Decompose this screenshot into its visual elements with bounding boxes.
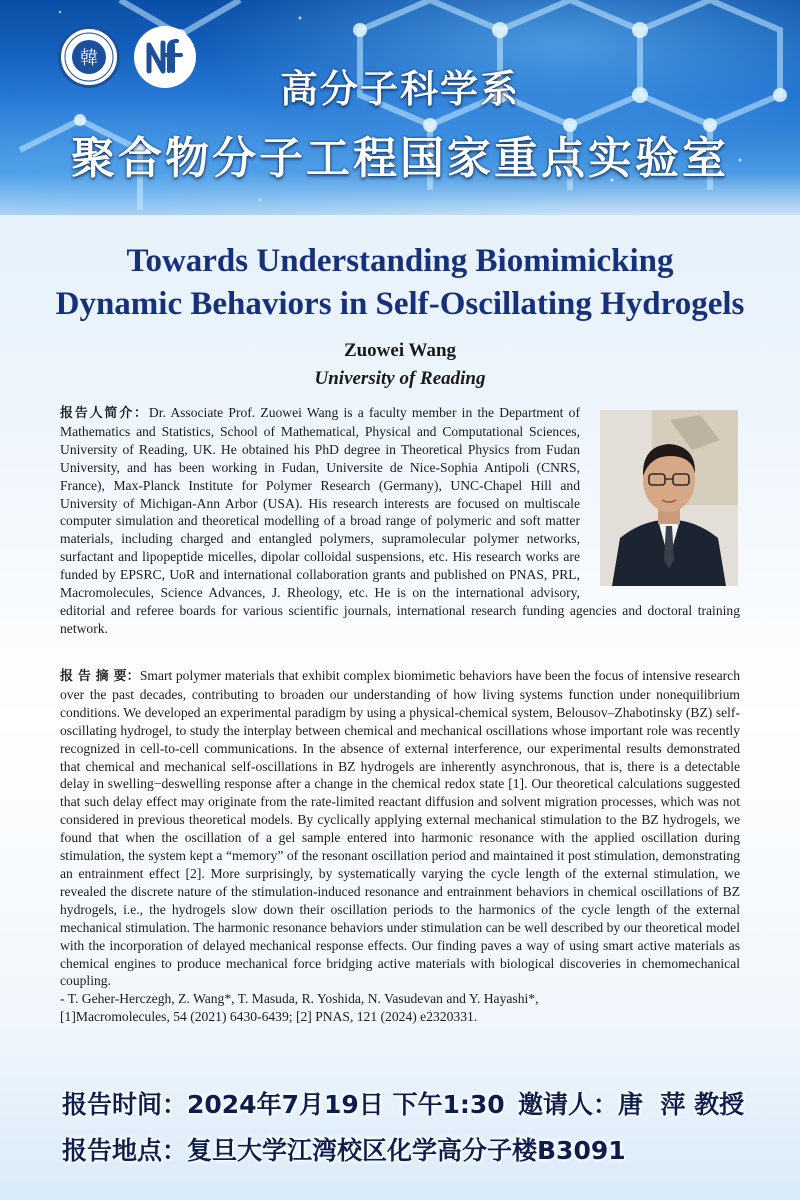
speaker-bio xyxy=(60,404,740,638)
talk-title xyxy=(20,240,780,326)
talk-location: 报告地点：复旦大学江湾校区化学高分子楼B3091 xyxy=(62,1136,626,1165)
department-title: 高分子科学系 xyxy=(279,67,520,111)
reference-authors: - T. Geher-Herczegh, Z. Wang*, T. Masuda, R. Yoshida, N. Vasudevan and Y. Hayashi*, xyxy=(60,991,539,1007)
reference-citations: [1]Macromolecules, 54 (2021) 6430-6439; [2] PNAS, 121 (2024) e2320331. xyxy=(60,1009,478,1025)
lab-title: 聚合物分子工程国家重点实验室 xyxy=(71,133,729,184)
speaker-name: Zuowei Wang xyxy=(343,340,457,361)
header-banner xyxy=(0,0,800,215)
bio-label: 报告人简介： xyxy=(60,406,149,421)
abstract-label: 报 告 摘 要： xyxy=(60,669,140,684)
speaker-affiliation: University of Reading xyxy=(314,368,486,389)
seal-center-icon: 韓 xyxy=(72,40,106,74)
talk-title-line1: Towards Understanding Biomimicking xyxy=(126,243,674,279)
bio-text: Dr. Associate Prof. Zuowei Wang is a faculty member in the Department of Mathematics and Statistics, School of Mathematical, Physical and Computational Sciences, University of Reading, UK. He obtained his PhD degree in Theoretical Physics from Fudan University, and has been working in Fudan, Universite de Nice-Sophia Antipoli (CNRS, France), Max-Planck Institute for Polymer Research (Germany), UNC-Chapel Hill and University of Michigan-Ann Arbor (USA). His research interests are focused on multiscale computer simulation and theoretical modelling of a broad range of polymeric and soft matter materials, including charged and entangled polymers, supramolecular polymer networks, surfactant and lipopeptide micelles, dipolar colloidal suspensions, etc. His research works are funded by EPSRC, UoR and international collaboration grants and published on PNAS, PRL, Macromolecules, Science Advances, J. Rheology, etc. He is on the international advisory, editorial and referee boards for various scientific journals, international research funding agencies and doctoral training network. xyxy=(60,405,740,636)
talk-title-line2: Dynamic Behaviors in Self-Oscillating Hydrogels xyxy=(55,286,745,322)
talk-host: 邀请人：唐 萍 教授 xyxy=(518,1090,745,1119)
abstract-text: Smart polymer materials that exhibit complex biomimetic behaviors have been the focus of intensive research over the past decades, contributing to broaden our understanding of how living systems function under nonequilibrium conditions. We developed an experimental paradigm by using a physical-chemical system, Belousov–Zhabotinsky (BZ) self-oscillating hydrogel, to study the interplay between chemical and mechanical oscillations whose important role was recently recognized in cell-to-cell communications. In the absence of external interference, our experimental results demonstrated that chemical and mechanical self-oscillations in BZ hydrogels are inherently asynchronous, that is, there is a detectable delay in swelling−deswelling response after a change in the chemical redox state [1]. Our theoretical calculations suggested that such delay effect may originate from the rate-limited reactant diffusion and solvent migration processes, which was not considered in previous theoretical models. By cyclically applying external mechanical stimulation to the BZ hydrogels, we found that when the oscillation of a gel sample entered into harmonic resonance with the applied oscillation during stimulation, the system kept a “memory” of the resonant oscillation period and maintained it post stimulation, demonstrating an entrainment effect [2]. More surprisingly, by systematically varying the cycle length of the external stimulation, we revealed the discrete nature of the stimulation-induced resonance and entrainment behaviors in chemical oscillations of BZ hydrogels, i.e., the hydrogels slow down their oscillation periods to the harmonics of the cycle length of the external mechanical stimulation. The harmonic resonance behaviors under stimulation can be well described by our theoretical model with the incorporation of delayed mechanical response effects. Our finding paves a way of using smart active materials as chemical engines to produce mechanical force bridging active materials with biological discoveries in chemomechanical coupling. xyxy=(60,668,741,989)
talk-time: 报告时间：2024年7月19日 下午1:30 xyxy=(62,1090,505,1119)
talk-abstract xyxy=(60,667,740,1026)
